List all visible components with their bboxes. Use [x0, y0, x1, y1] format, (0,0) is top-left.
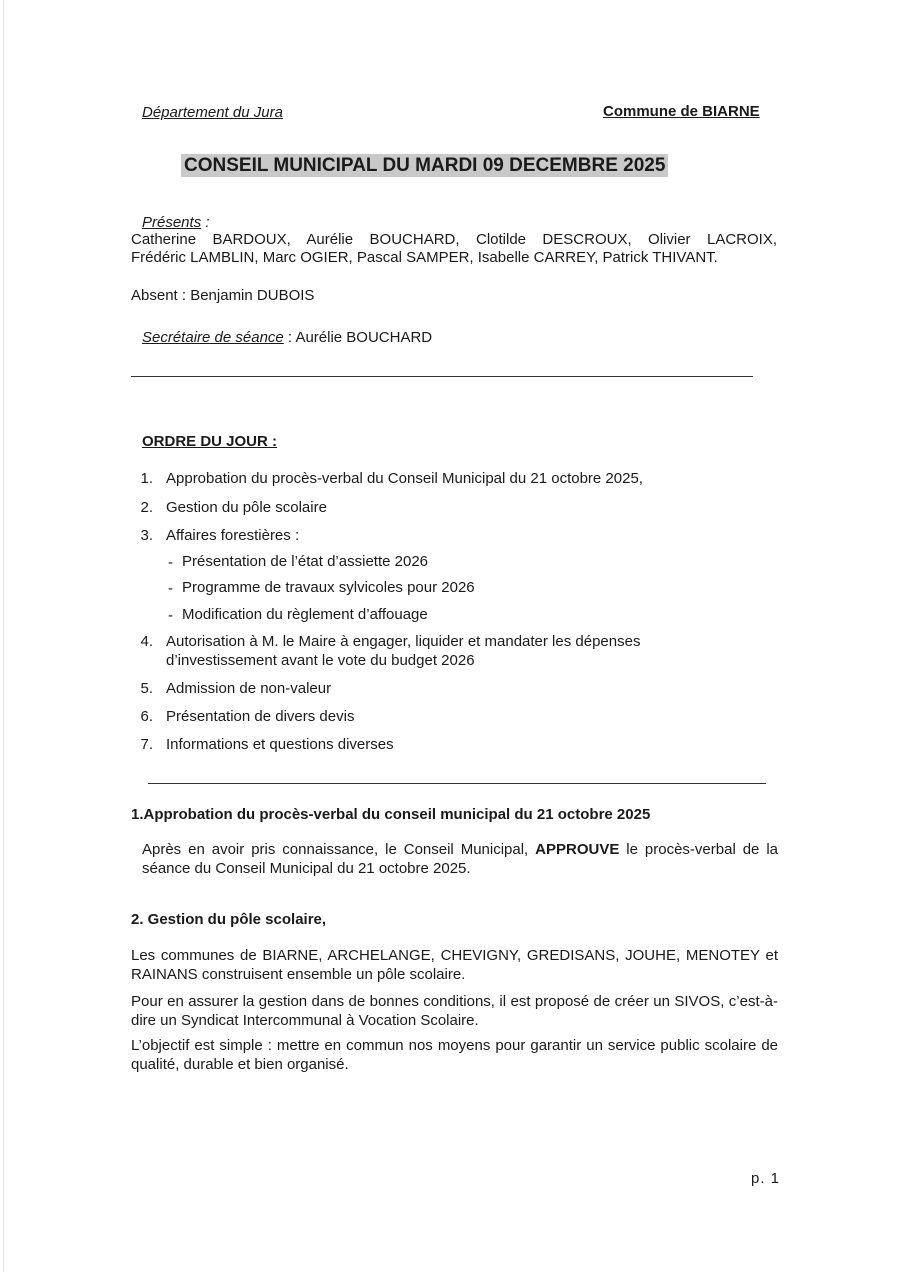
agenda-subitem-2: Programme de travaux sylvicoles pour 2026	[182, 579, 475, 596]
section-1-text-before: Après en avoir pris connaissance, le Conseil Municipal,	[142, 841, 536, 858]
agenda-item-4-num: 4.	[140, 633, 153, 650]
agenda-subitem-3: Modification du règlement d’affouage	[182, 606, 428, 623]
section-1-approve: APPROUVE	[535, 841, 620, 858]
agenda-item-6-num: 6.	[140, 708, 153, 725]
section-2-paragraph-2: Pour en assurer la gestion dans de bonnes conditions, il est proposé de créer un SIVOS, c’est-à-dire un Syndicat Intercommunal à Vocation Scolaire.	[131, 993, 778, 1029]
agenda-subitem-1: Présentation de l’état d’assiette 2026	[182, 553, 428, 570]
department-label: Département du Jura	[142, 104, 283, 121]
agenda-item-1-num: 1.	[140, 470, 153, 487]
presents-heading	[142, 214, 210, 231]
agenda-item-4: Autorisation à M. le Maire à engager, liquider et mandater les dépenses	[166, 633, 641, 650]
presents-colon: :	[201, 214, 210, 231]
page-number: p. 1	[751, 1170, 781, 1187]
section-1-title: 1.Approbation du procès-verbal du conseil municipal du 21 octobre 2025	[131, 806, 651, 823]
agenda-title: ORDRE DU JOUR :	[142, 433, 278, 450]
agenda-item-7-num: 7.	[140, 736, 153, 753]
section-1-paragraph	[142, 840, 778, 878]
agenda-item-1: Approbation du procès-verbal du Conseil Municipal du 21 octobre 2025,	[166, 470, 643, 487]
divider-1	[131, 376, 753, 377]
absent-line: Absent : Benjamin DUBOIS	[131, 287, 315, 304]
section-2-paragraph-3: L’objectif est simple : mettre en commun nos moyens pour garantir un service public scolaire de qualité, durable et bien organisé.	[131, 1037, 778, 1073]
presents-line-1: Catherine BARDOUX, Aurélie BOUCHARD, Clotilde DESCROUX, Olivier LACROIX,	[131, 231, 777, 248]
agenda-item-6: Présentation de divers devis	[166, 708, 355, 725]
agenda-item-3: Affaires forestières :	[166, 527, 300, 544]
agenda-item-2-num: 2.	[140, 499, 153, 516]
commune-label: Commune de BIARNE	[603, 103, 760, 120]
agenda-item-7: Informations et questions diverses	[166, 736, 394, 753]
presents-label: Présents	[142, 214, 202, 231]
section-2-paragraph-1: Les communes de BIARNE, ARCHELANGE, CHEVIGNY, GREDISANS, JOUHE, MENOTEY et RAINANS construisent ensemble un pôle scolaire.	[131, 947, 778, 983]
presents-line-2: Frédéric LAMBLIN, Marc OGIER, Pascal SAMPER, Isabelle CARREY, Patrick THIVANT.	[131, 249, 718, 266]
agenda-item-3-num: 3.	[140, 527, 153, 544]
secretary-label: Secrétaire de séance	[142, 329, 284, 346]
divider-2	[148, 783, 766, 784]
section-1-text-after: le procès-verbal de la séance du Conseil Municipal du 21 octobre 2025.	[142, 841, 779, 877]
presents-list	[131, 231, 777, 267]
agenda-subitem-2-dash: -	[168, 580, 173, 597]
agenda-item-2: Gestion du pôle scolaire	[166, 499, 327, 516]
secretary-value: : Aurélie BOUCHARD	[283, 329, 433, 346]
agenda-subitem-1-dash: -	[168, 554, 173, 571]
page-title: CONSEIL MUNICIPAL DU MARDI 09 DECEMBRE 2025	[181, 154, 668, 177]
agenda-item-4-line-2: d’investissement avant le vote du budget 2026	[166, 652, 475, 669]
secretary-line	[142, 329, 432, 346]
agenda-item-5-num: 5.	[140, 680, 153, 697]
scan-edge-line	[3, 0, 4, 1272]
agenda-subitem-3-dash: -	[168, 607, 173, 624]
agenda-item-5: Admission de non-valeur	[166, 680, 332, 697]
section-2-title: 2. Gestion du pôle scolaire,	[131, 911, 327, 928]
